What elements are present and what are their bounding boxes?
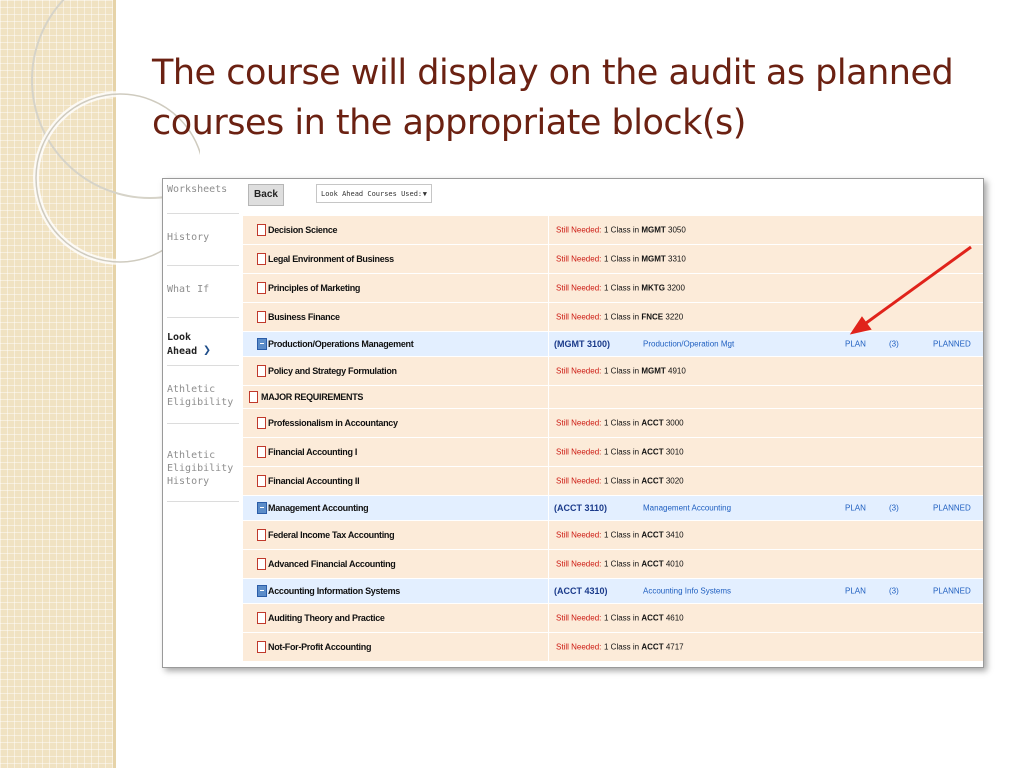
- requirement-name: Professionalism in Accountancy: [268, 418, 398, 428]
- sidebar-item-label: Look Ahead: [167, 332, 198, 357]
- requirement-detail: [604, 255, 686, 264]
- course-subject-link[interactable]: MGMT: [641, 366, 666, 376]
- course-number-link[interactable]: 3020: [665, 476, 684, 486]
- course-number-link[interactable]: 3310: [668, 254, 686, 264]
- planned-status-icon: [257, 502, 267, 514]
- planned-status: PLANNED: [933, 586, 971, 596]
- requirement-prefix: 1 Class in: [604, 283, 640, 293]
- column-divider: [548, 521, 549, 549]
- requirement-row: [243, 550, 983, 579]
- course-subject-link[interactable]: MGMT: [641, 254, 666, 264]
- incomplete-box-icon: [257, 475, 266, 487]
- side-strip-edge: [113, 0, 116, 768]
- incomplete-box-icon: [257, 558, 266, 570]
- course-number-link[interactable]: 3050: [668, 225, 686, 235]
- requirement-row: [243, 438, 983, 467]
- requirement-name: Financial Accounting I: [268, 447, 358, 457]
- requirement-name: MAJOR REQUIREMENTS: [261, 392, 364, 402]
- incomplete-box-icon: [257, 417, 266, 429]
- requirement-prefix: 1 Class in: [604, 559, 640, 569]
- incomplete-box-icon: [257, 224, 266, 236]
- still-needed-label: Still Needed:: [556, 530, 602, 540]
- requirement-prefix: 1 Class in: [604, 225, 640, 235]
- chevron-right-icon: ❯: [203, 343, 211, 358]
- course-number-link[interactable]: 4910: [668, 366, 686, 376]
- sidebar-item-look-ahead[interactable]: [167, 331, 239, 366]
- requirement-detail: [604, 448, 684, 457]
- requirement-row: [243, 303, 983, 332]
- requirement-row: [243, 409, 983, 438]
- requirement-row: [243, 604, 983, 633]
- requirement-prefix: 1 Class in: [604, 312, 640, 322]
- still-needed-label: Still Needed:: [556, 254, 602, 264]
- requirement-prefix: 1 Class in: [604, 613, 640, 623]
- incomplete-box-icon: [257, 612, 266, 624]
- course-subject-link[interactable]: MGMT: [641, 225, 666, 235]
- planned-course-code: (ACCT 3110): [554, 503, 608, 513]
- course-subject-link[interactable]: ACCT: [641, 476, 664, 486]
- column-divider: [548, 633, 549, 661]
- requirement-row: [243, 633, 983, 662]
- incomplete-box-icon: [257, 365, 266, 377]
- column-divider: [548, 245, 549, 273]
- course-number-link[interactable]: 3010: [665, 447, 684, 457]
- course-subject-link[interactable]: ACCT: [641, 418, 664, 428]
- degree-audit-screenshot: [162, 178, 984, 668]
- course-subject-link[interactable]: ACCT: [641, 530, 664, 540]
- course-number-link[interactable]: 4010: [665, 559, 684, 569]
- still-needed-label: Still Needed:: [556, 366, 602, 376]
- still-needed-label: Still Needed:: [556, 613, 602, 623]
- requirement-name: Auditing Theory and Practice: [268, 613, 385, 623]
- requirement-row: [243, 467, 983, 496]
- requirement-row: [243, 521, 983, 550]
- planned-course-row: [243, 496, 983, 521]
- column-divider: [548, 550, 549, 578]
- course-subject-link[interactable]: FNCE: [641, 312, 664, 322]
- requirement-name: Management Accounting: [268, 503, 369, 513]
- planned-status: PLANNED: [933, 503, 971, 513]
- column-divider: [548, 409, 549, 437]
- planned-course-title: Management Accounting: [643, 503, 732, 513]
- column-divider: [548, 357, 549, 385]
- requirement-block-header: [243, 386, 983, 409]
- requirement-row: [243, 274, 983, 303]
- course-number-link[interactable]: 3200: [667, 283, 685, 293]
- requirement-name: Financial Accounting II: [268, 476, 360, 486]
- requirement-row: [243, 216, 983, 245]
- requirement-detail: [604, 560, 684, 569]
- still-needed-label: Still Needed:: [556, 312, 602, 322]
- requirement-row: [243, 357, 983, 386]
- sidebar-item-athletic-eligibility-history[interactable]: [167, 449, 239, 502]
- column-divider: [548, 438, 549, 466]
- requirement-detail: [604, 531, 684, 540]
- column-divider: [548, 332, 549, 356]
- planned-status-icon: [257, 338, 267, 350]
- incomplete-box-icon: [257, 641, 266, 653]
- planned-credits: (3): [889, 503, 899, 513]
- planned-course-row: [243, 332, 983, 357]
- course-subject-link[interactable]: MKTG: [641, 283, 665, 293]
- sidebar-item-worksheets[interactable]: [167, 183, 239, 214]
- incomplete-box-icon: [257, 446, 266, 458]
- course-subject-link[interactable]: ACCT: [641, 559, 664, 569]
- audit-sidebar: [163, 179, 239, 667]
- incomplete-box-icon: [257, 529, 266, 541]
- requirement-prefix: 1 Class in: [604, 642, 640, 652]
- incomplete-box-icon: [249, 391, 258, 403]
- plan-term: PLAN: [845, 503, 866, 513]
- requirement-name: Policy and Strategy Formulation: [268, 366, 397, 376]
- sidebar-item-label: Worksheets: [167, 184, 228, 195]
- planned-status: PLANNED: [933, 339, 971, 349]
- requirement-prefix: 1 Class in: [604, 254, 640, 264]
- requirement-name: Legal Environment of Business: [268, 254, 394, 264]
- still-needed-label: Still Needed:: [556, 559, 602, 569]
- column-divider: [548, 496, 549, 520]
- course-subject-link[interactable]: ACCT: [641, 642, 664, 652]
- requirement-name: Production/Operations Management: [268, 339, 414, 349]
- requirement-name: Not-For-Profit Accounting: [268, 642, 372, 652]
- requirement-name: Federal Income Tax Accounting: [268, 530, 395, 540]
- column-divider: [548, 216, 549, 244]
- course-subject-link[interactable]: ACCT: [641, 613, 664, 623]
- plan-term: PLAN: [845, 339, 866, 349]
- course-number-link[interactable]: 4717: [665, 642, 684, 652]
- column-divider: [548, 274, 549, 302]
- planned-course-row: [243, 579, 983, 604]
- planned-credits: (3): [889, 339, 899, 349]
- sidebar-item-label: Athletic Eligibility History: [167, 450, 234, 487]
- course-number-link[interactable]: 3000: [665, 418, 684, 428]
- still-needed-label: Still Needed:: [556, 476, 602, 486]
- audit-main: [243, 179, 983, 667]
- requirement-prefix: 1 Class in: [604, 366, 640, 376]
- requirement-detail: [604, 419, 684, 428]
- still-needed-label: Still Needed:: [556, 418, 602, 428]
- sidebar-item-history[interactable]: [167, 231, 239, 266]
- requirement-name: Principles of Marketing: [268, 283, 361, 293]
- planned-credits: (3): [889, 586, 899, 596]
- select-value: Look Ahead Courses Used:: [321, 190, 423, 198]
- requirement-row: [243, 245, 983, 274]
- still-needed-label: Still Needed:: [556, 642, 602, 652]
- requirement-detail: [604, 284, 685, 293]
- column-divider: [548, 386, 549, 408]
- column-divider: [548, 579, 549, 603]
- dropdown-arrow-icon: ▼: [422, 190, 427, 198]
- still-needed-label: Still Needed:: [556, 283, 602, 293]
- still-needed-label: Still Needed:: [556, 447, 602, 457]
- requirement-prefix: 1 Class in: [604, 530, 640, 540]
- requirement-detail: [604, 614, 684, 623]
- sidebar-item-label: What If: [167, 284, 210, 295]
- planned-course-code: (ACCT 4310): [554, 586, 608, 596]
- planned-status-icon: [257, 585, 267, 597]
- slide-title: The course will display on the audit as planned courses in the appropriate block(s): [152, 53, 954, 143]
- incomplete-box-icon: [257, 311, 266, 323]
- look-ahead-courses-select[interactable]: [316, 184, 432, 203]
- requirement-name: Advanced Financial Accounting: [268, 559, 396, 569]
- incomplete-box-icon: [257, 282, 266, 294]
- sidebar-item-what-if[interactable]: [167, 283, 239, 318]
- sidebar-item-label: History: [167, 232, 210, 243]
- planned-course-code: (MGMT 3100): [554, 339, 611, 349]
- requirement-name: Decision Science: [268, 225, 338, 235]
- requirement-detail: [604, 477, 684, 486]
- course-number-link[interactable]: 3410: [665, 530, 684, 540]
- requirement-detail: [604, 367, 686, 376]
- planned-course-title: Accounting Info Systems: [643, 586, 732, 596]
- column-divider: [548, 467, 549, 495]
- requirement-name: Business Finance: [268, 312, 340, 322]
- plan-term: PLAN: [845, 586, 866, 596]
- column-divider: [548, 303, 549, 331]
- planned-course-title: Production/Operation Mgt: [643, 339, 735, 349]
- back-button[interactable]: Back: [248, 184, 284, 206]
- decorative-side-strip: [0, 0, 113, 768]
- sidebar-item-athletic-eligibility[interactable]: [167, 383, 239, 424]
- requirement-detail: [604, 226, 686, 235]
- course-number-link[interactable]: 4610: [665, 613, 684, 623]
- audit-toolbar: [243, 179, 983, 215]
- requirement-detail: [604, 643, 684, 652]
- still-needed-label: Still Needed:: [556, 225, 602, 235]
- column-divider: [548, 604, 549, 632]
- course-subject-link[interactable]: ACCT: [641, 447, 664, 457]
- requirement-detail: [604, 313, 683, 322]
- course-number-link[interactable]: 3220: [665, 312, 684, 322]
- requirement-prefix: 1 Class in: [604, 447, 640, 457]
- sidebar-item-label: Athletic Eligibility: [167, 384, 234, 408]
- requirement-prefix: 1 Class in: [604, 418, 640, 428]
- incomplete-box-icon: [257, 253, 266, 265]
- requirement-prefix: 1 Class in: [604, 476, 640, 486]
- requirement-name: Accounting Information Systems: [268, 586, 401, 596]
